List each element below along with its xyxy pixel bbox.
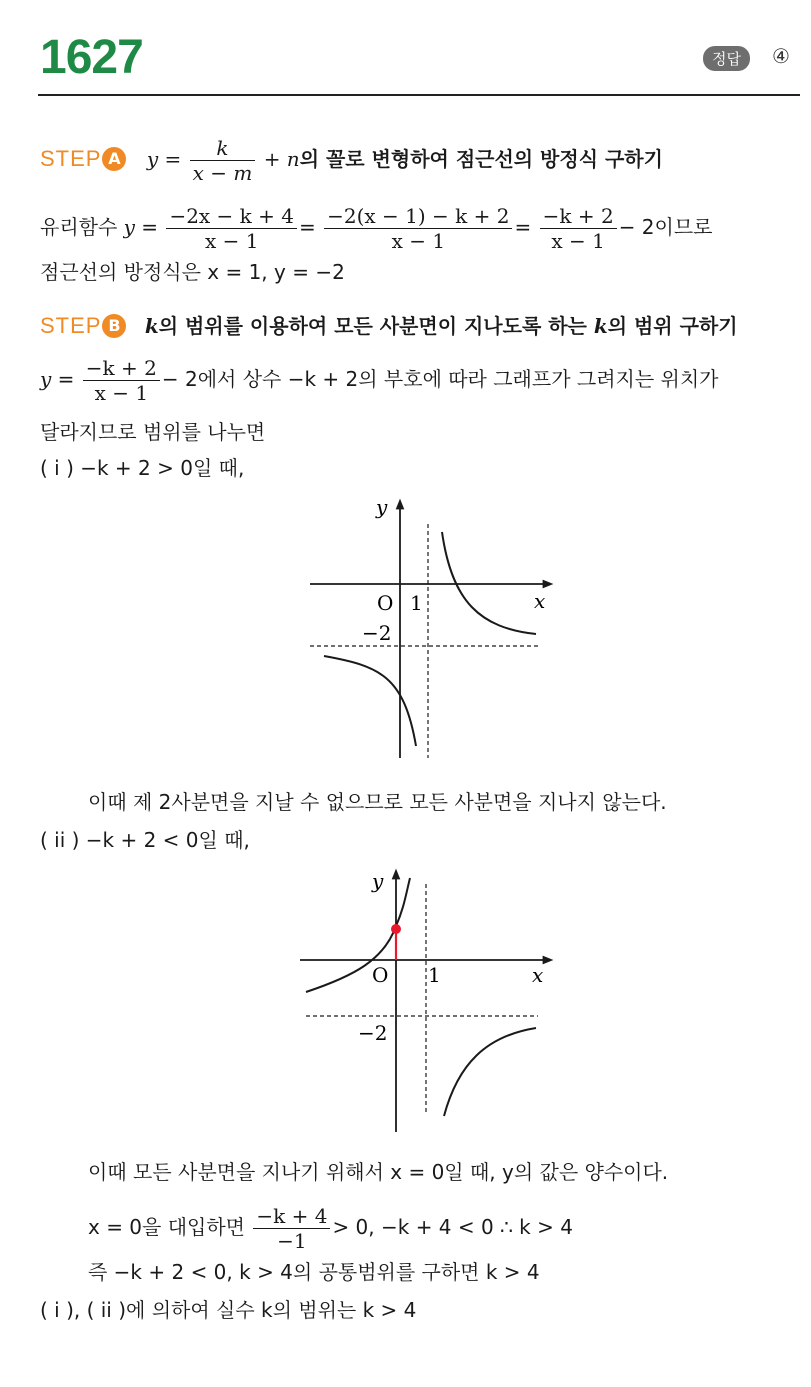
substitution-line [88, 1204, 573, 1253]
step-a-formula-lhs: y = [146, 147, 182, 171]
step-a-fraction [190, 136, 256, 185]
step-b-title [40, 312, 738, 340]
y-axis-label: y [372, 869, 384, 893]
fraction-2-den: x − 1 [391, 229, 446, 253]
case-2-heading: ( ii ) −k + 2 < 0일 때, [40, 828, 250, 852]
substitution-fraction [253, 1204, 330, 1253]
graph-case-2 [290, 864, 570, 1134]
step-b-title-text1: 의 범위를 이용하여 모든 사분면이 지나도록 하는 [158, 314, 594, 338]
fraction-3-num: −k + 2 [540, 204, 617, 229]
origin-label: O [377, 591, 394, 615]
fraction-3 [540, 204, 617, 253]
step-b-line1: y = $\frac{-k + 2}{x - 1}$ − 2에서 상수 −k + 2의 부호에 따라 그래프가 그려지는 위치가 [40, 356, 719, 405]
curve-left-branch [324, 656, 416, 746]
substitution-den: −1 [277, 1229, 307, 1253]
step-a-label: STEP [40, 146, 102, 171]
one-label: 1 [410, 591, 423, 615]
y-axis-label: y [376, 495, 388, 519]
fraction-1-den: x − 1 [204, 229, 259, 253]
step-a-frac-num: k [190, 136, 256, 161]
step-b-fraction [83, 356, 160, 405]
step-a-title [40, 136, 663, 185]
case-1-text: 이때 제 2사분면을 지날 수 없으므로 모든 사분면을 지나지 않는다. [88, 790, 667, 814]
substitution-pre: x = 0을 대입하면 [88, 1215, 245, 1239]
case-2-text: 이때 모든 사분면을 지나기 위해서 x = 0일 때, y의 값은 양수이다. [88, 1160, 669, 1184]
common-range-line: 즉 −k + 2 < 0, k > 4의 공통범위를 구하면 k > 4 [88, 1260, 540, 1284]
graph-case-1 [290, 490, 570, 770]
step-a-formula-rhs: + n [263, 147, 300, 171]
fraction-3-den: x − 1 [551, 229, 605, 253]
step-a-frac-den: x − m [192, 161, 253, 185]
answer-value: ④ [772, 44, 790, 68]
fraction-1 [166, 204, 297, 253]
fraction-2 [324, 204, 512, 253]
step-a-title-text: 의 꼴로 변형하여 점근선의 방정식 구하기 [299, 147, 663, 171]
fraction-2-num: −2(x − 1) − k + 2 [324, 204, 512, 229]
x-axis-label: x [532, 963, 544, 987]
curve-right-branch [442, 532, 536, 634]
substitution-tail: > 0, −k + 4 < 0 ∴ k > 4 [332, 1215, 573, 1239]
step-b-frac-den: x − 1 [94, 381, 149, 405]
step-a-line1-tail: − 2이므로 [618, 215, 713, 239]
rational-function-label: 유리함수 [40, 215, 124, 239]
header-rule [38, 94, 800, 96]
curve-left-branch [306, 878, 410, 992]
answer-badge: 정답 [703, 46, 750, 71]
y-intercept-point [391, 924, 401, 934]
step-b-letter: B [102, 314, 126, 338]
conclusion-line: ( i ), ( ii )에 의하여 실수 k의 범위는 k > 4 [40, 1298, 417, 1322]
step-b-title-text2: 의 범위 구하기 [607, 314, 738, 338]
curve-right-branch [444, 1028, 536, 1116]
origin-label: O [372, 963, 389, 987]
minus-two-label: −2 [358, 1021, 388, 1045]
asymptote-equations: 점근선의 방정식은 x = 1, y = −2 [40, 260, 345, 284]
step-b-label: STEP [40, 313, 102, 338]
x-axis-label: x [534, 589, 546, 613]
step-b-line1-tail: − 2에서 상수 −k + 2의 부호에 따라 그래프가 그려지는 위치가 [161, 367, 719, 391]
step-a-letter: A [102, 147, 126, 171]
step-b-k2: k [593, 314, 608, 338]
case-1-heading: ( i ) −k + 2 > 0일 때, [40, 456, 245, 480]
minus-two-label: −2 [362, 621, 392, 645]
fraction-1-num: −2x − k + 4 [166, 204, 297, 229]
problem-number: 1627 [40, 31, 143, 84]
step-b-frac-num: −k + 2 [83, 356, 160, 381]
one-label: 1 [428, 963, 441, 987]
substitution-num: −k + 4 [253, 1204, 330, 1229]
step-b-line2: 달라지므로 범위를 나누면 [40, 420, 266, 444]
step-a-line1: 유리함수 y = $\frac{-2x - k + 4}{x - 1}$ = $\frac{-2(x - 1) - k + 2}{x - 1}$ = $\frac{-k + 2}{x - 1}$ − 2이므로 [40, 204, 713, 253]
step-b-k: k [144, 314, 159, 338]
